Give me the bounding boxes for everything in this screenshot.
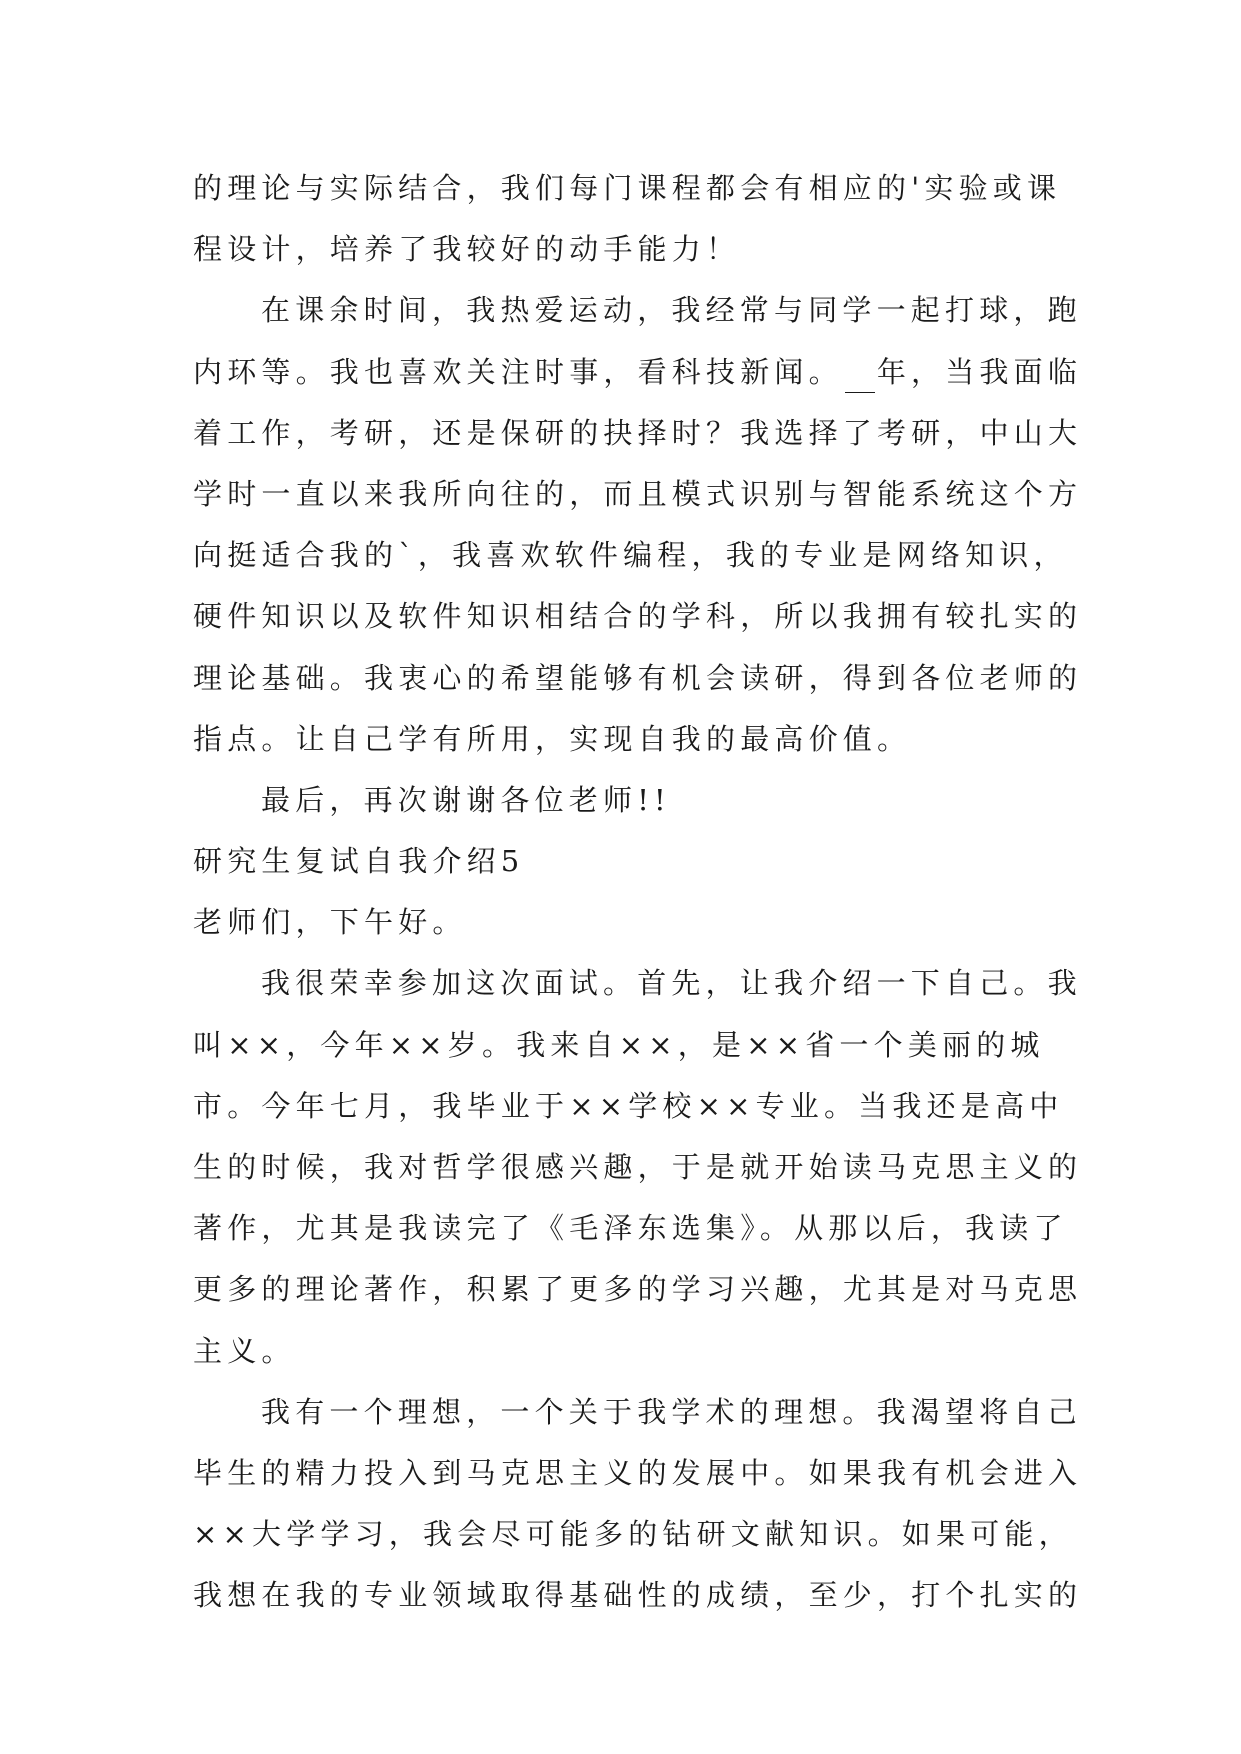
text-line: 程设计，培养了我较好的动手能力！	[193, 232, 741, 267]
document-body	[193, 158, 1083, 1627]
text-line: 在课余时间，我热爱运动，我经常与同学一起打球，跑	[261, 293, 1082, 328]
text-line: 毕生的精力投入到马克思主义的发展中。如果我有机会进入	[193, 1455, 1083, 1490]
text-line: 著作，尤其是我读完了《毛泽东选集》。从那以后，我读了	[193, 1211, 1068, 1246]
text-line: ××大学学习，我会尽可能多的钻研文献知识。如果可能，	[193, 1517, 1073, 1552]
text-line: 硬件知识以及软件知识相结合的学科，所以我拥有较扎实的	[193, 599, 1083, 634]
text-line: 生的时候，我对哲学很感兴趣，于是就开始读马克思主义的	[193, 1150, 1083, 1184]
text-line: 着工作，考研，还是保研的抉择时？我选择了考研，中山大	[193, 415, 1083, 450]
text-line: 叫××，今年××岁。我来自××，是××省一个美丽的城	[193, 1027, 1045, 1062]
greeting-line: 老师们，下午好。	[193, 905, 467, 940]
text-line: 市。今年七月，我毕业于××学校××专业。当我还是高中	[193, 1088, 1064, 1123]
text-line: 我有一个理想，一个关于我学术的理想。我渴望将自己	[261, 1394, 1082, 1429]
text-segment: 内环等。我也喜欢关注时事，看科技新闻。	[193, 354, 843, 389]
text-line: 的理论与实际结合，我们每门课程都会有相应的'实验或课	[193, 171, 1062, 205]
text-line: 学时一直以来我所向往的，而且模式识别与智能系统这个方	[193, 476, 1083, 511]
text-line: 我想在我的专业领域取得基础性的成绩，至少，打个扎实的	[193, 1578, 1083, 1613]
text-line: 向挺适合我的`，我喜欢软件编程，我的专业是网络知识，	[193, 538, 1068, 573]
text-line: 指点。让自己学有所用，实现自我的最高价值。	[193, 721, 912, 756]
text-line: 我很荣幸参加这次面试。首先，让我介绍一下自己。我	[261, 966, 1082, 1001]
text-line: 主义。	[193, 1333, 296, 1368]
text-segment: 年，当我面临	[876, 354, 1083, 389]
fill-in-blank	[845, 358, 875, 393]
text-line-with-blank	[193, 342, 1083, 403]
text-line: 最后，再次谢谢各位老师!!	[261, 782, 671, 817]
section-heading: 研究生复试自我介绍5	[193, 844, 525, 879]
text-line: 理论基础。我衷心的希望能够有机会读研，得到各位老师的	[193, 660, 1083, 695]
text-line: 更多的理论著作，积累了更多的学习兴趣，尤其是对马克思	[193, 1272, 1083, 1307]
